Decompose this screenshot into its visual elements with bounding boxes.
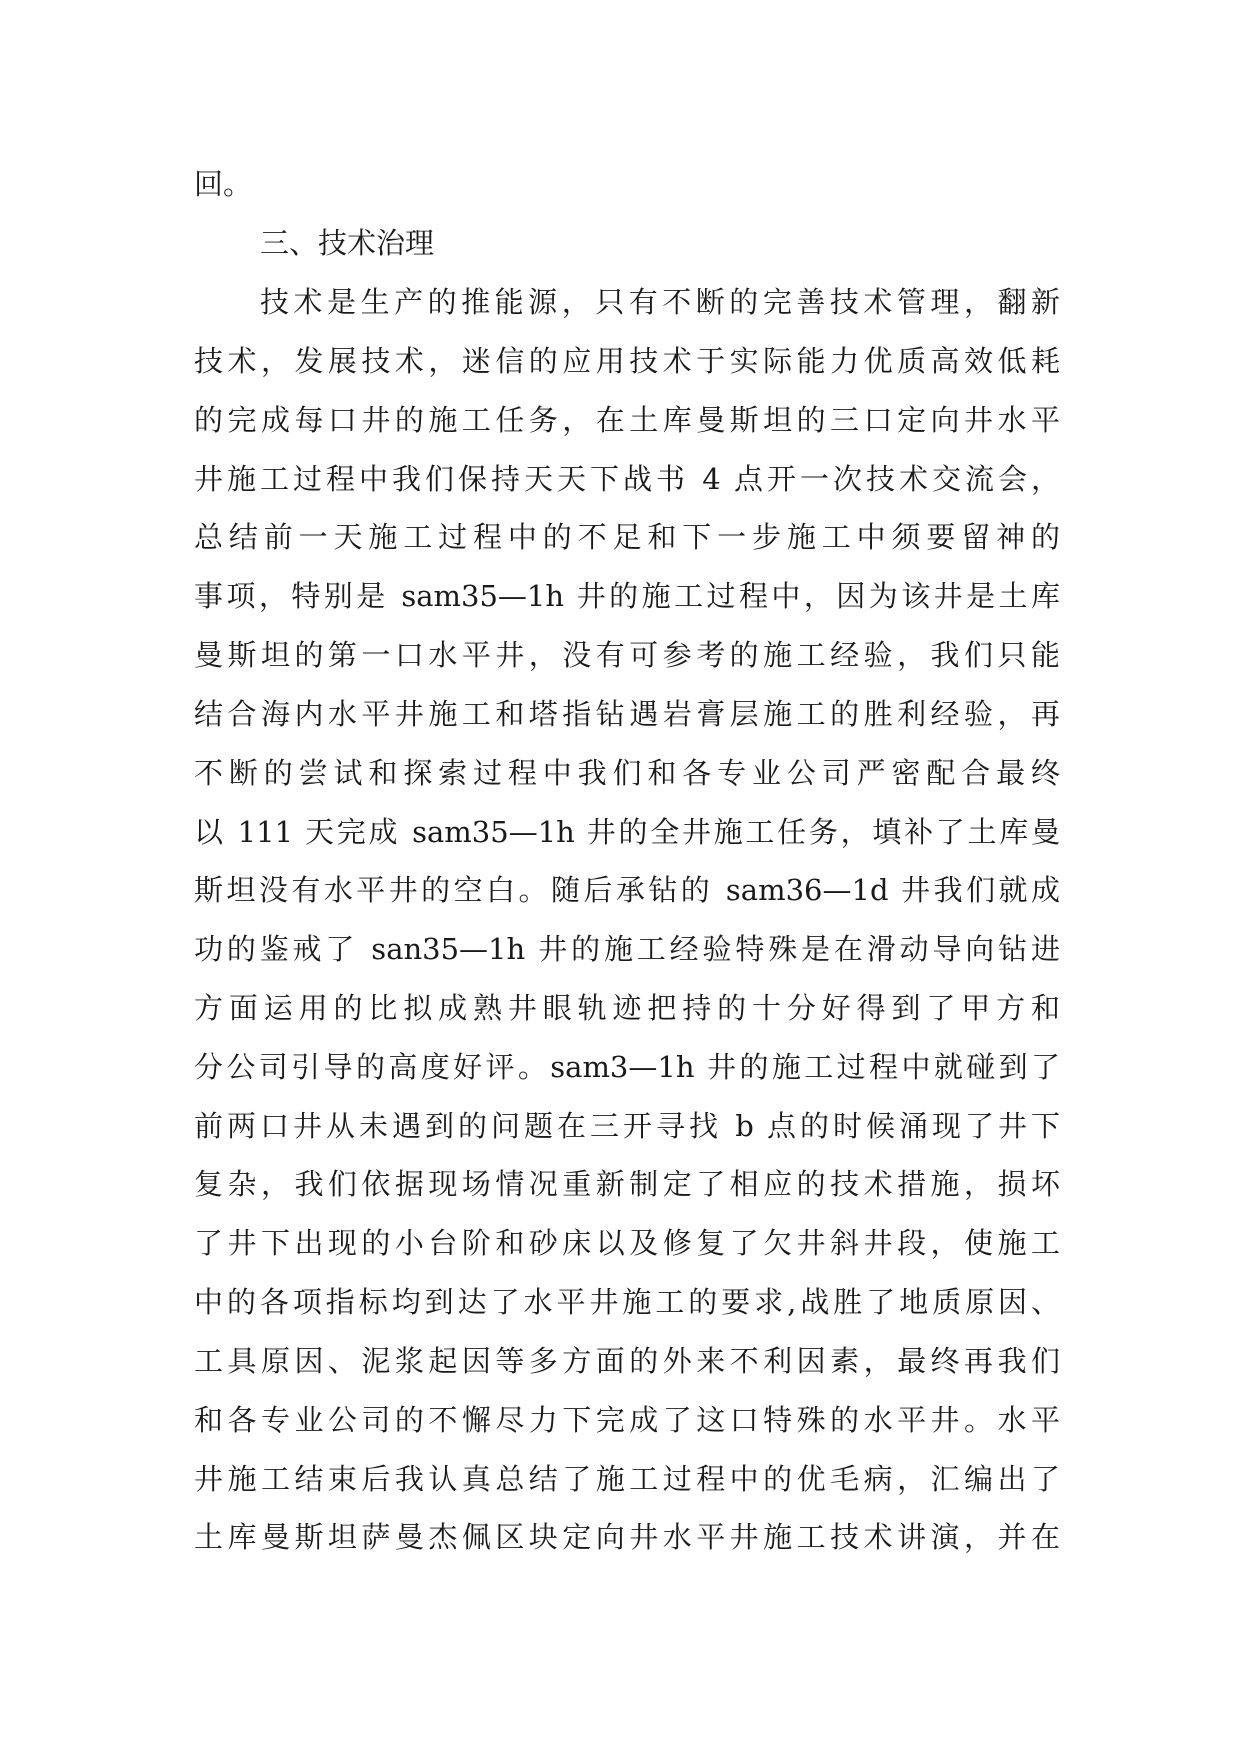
paragraph-line: 回。 xyxy=(194,167,253,201)
paragraph-line: 了井下出现的小台阶和砂床以及修复了欠井斜井段，使施工 xyxy=(194,1226,1060,1260)
paragraph-line: 复杂，我们依据现场情况重新制定了相应的技术措施，损坏 xyxy=(194,1167,1060,1201)
paragraph-line: 方面运用的比拟成熟井眼轨迹把持的十分好得到了甲方和 xyxy=(194,991,1060,1025)
paragraph-line: 总结前一天施工过程中的不足和下一步施工中须要留神的 xyxy=(194,520,1060,554)
paragraph-line: 结合海内水平井施工和塔指钻遇岩膏层施工的胜利经验，再 xyxy=(194,697,1060,731)
paragraph-line: 以 111 天完成 sam35—1h 井的全井施工任务，填补了土库曼 xyxy=(194,815,1060,849)
paragraph-line: 和各专业公司的不懈尽力下完成了这口特殊的水平井。水平 xyxy=(194,1403,1060,1437)
paragraph-line: 不断的尝试和探索过程中我们和各专业公司严密配合最终 xyxy=(194,756,1060,790)
paragraph-line: 的完成每口井的施工任务，在土库曼斯坦的三口定向井水平 xyxy=(194,403,1060,437)
paragraph-line: 曼斯坦的第一口水平井，没有可参考的施工经验，我们只能 xyxy=(194,638,1060,672)
paragraph-line: 前两口井从未遇到的问题在三开寻找 b 点的时候涌现了井下 xyxy=(194,1109,1060,1143)
paragraph-line: 土库曼斯坦萨曼杰佩区块定向井水平井施工技术讲演，并在 xyxy=(194,1520,1060,1554)
paragraph-line: 工具原因、泥浆起因等多方面的外来不利因素，最终再我们 xyxy=(194,1344,1060,1378)
paragraph-line: 中的各项指标均到达了水平井施工的要求,战胜了地质原因、 xyxy=(194,1285,1060,1319)
paragraph-line: 事项，特别是 sam35—1h 井的施工过程中，因为该井是土库 xyxy=(194,579,1060,613)
paragraph-line: 技术，发展技术，迷信的应用技术于实际能力优质高效低耗 xyxy=(194,344,1060,378)
section-heading: 三、技术治理 xyxy=(260,226,435,260)
paragraph-line: 井施工结束后我认真总结了施工过程中的优毛病，汇编出了 xyxy=(194,1462,1060,1496)
paragraph-line: 技术是生产的推能源，只有不断的完善技术管理，翻新 xyxy=(260,285,1060,319)
paragraph-line: 功的鉴戒了 san35—1h 井的施工经验特殊是在滑动导向钻进 xyxy=(194,932,1060,966)
paragraph-line: 分公司引导的高度好评。sam3—1h 井的施工过程中就碰到了 xyxy=(194,1050,1060,1084)
paragraph-line: 井施工过程中我们保持天天下战书 4 点开一次技术交流会， xyxy=(194,462,1060,496)
paragraph-line: 斯坦没有水平井的空白。随后承钻的 sam36—1d 井我们就成 xyxy=(194,873,1060,907)
